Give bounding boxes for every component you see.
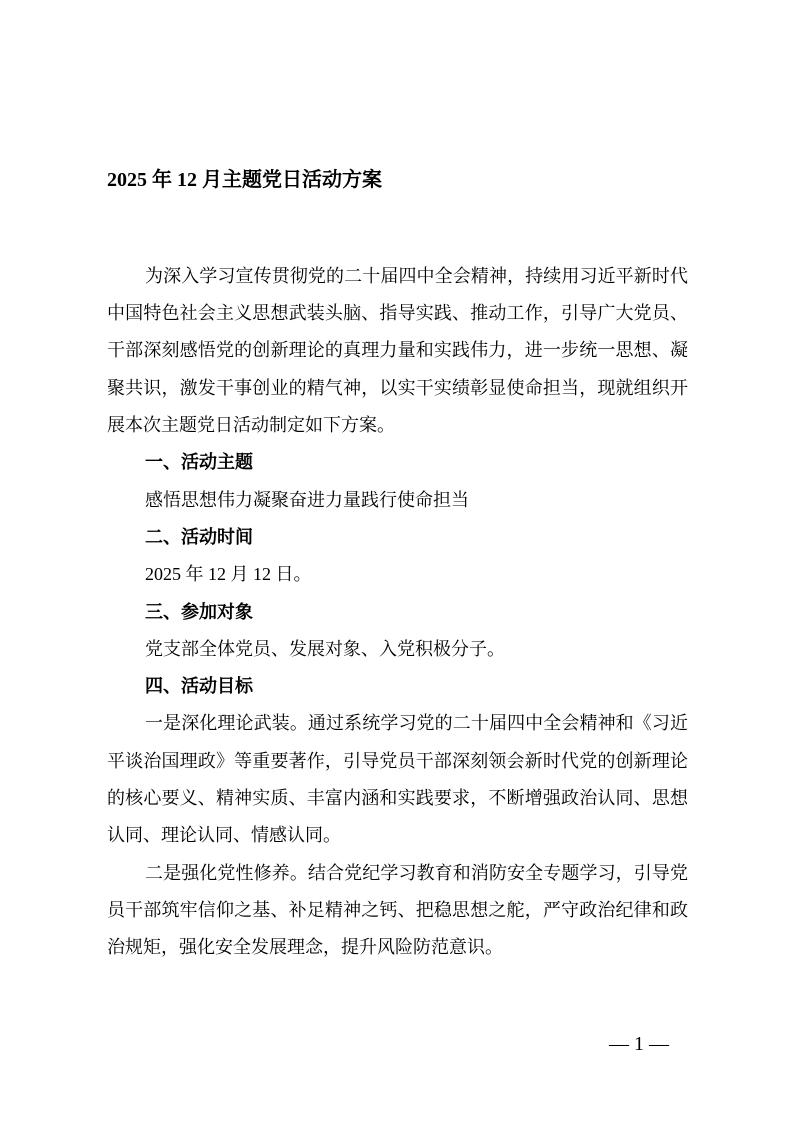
page-number: — 1 — <box>609 1033 669 1055</box>
goals-line: 平谈治国理政》等重要著作，引导党员干部深刻领会新时代党的创新理论 <box>107 750 688 771</box>
intro-line: 中国特色社会主义思想武装头脑、指导实践、推动工作，引导广大党员、 <box>107 303 688 324</box>
goals-line: 员干部筑牢信仰之基、补足精神之钙、把稳思想之舵，严守政治纪律和政 <box>107 899 688 920</box>
section-heading-participants: 三、参加对象 <box>145 601 253 623</box>
goals-line: 治规矩，强化安全发展理念，提升风险防范意识。 <box>107 937 503 958</box>
intro-line: 干部深刻感悟党的创新理论的真理力量和实践伟力，进一步统一思想、凝 <box>107 340 688 361</box>
goals-line: 二是强化党性修养。结合党纪学习教育和消防安全专题学习，引导党 <box>145 862 688 883</box>
goals-line: 的核心要义、精神实质、丰富内涵和实践要求，不断增强政治认同、思想 <box>107 788 688 808</box>
section-content-theme: 感悟思想伟力凝聚奋进力量践行使命担当 <box>145 489 469 510</box>
section-content-participants: 党支部全体党员、发展对象、入党积极分子。 <box>145 638 505 659</box>
intro-line: 展本次主题党日活动制定如下方案。 <box>107 415 395 436</box>
intro-paragraph <box>107 258 688 444</box>
section-heading-goals: 四、活动目标 <box>145 676 253 698</box>
section-heading-theme: 一、活动主题 <box>145 452 253 474</box>
section-heading-time: 二、活动时间 <box>145 526 253 548</box>
section-content-time: 2025 年 12 月 12 日。 <box>145 564 312 585</box>
goals-paragraph-party-spirit <box>107 855 688 967</box>
intro-line: 为深入学习宣传贯彻党的二十届四中全会精神，持续用习近平新时代 <box>145 265 688 286</box>
document-body <box>107 258 688 967</box>
goals-paragraph-theory <box>107 705 688 854</box>
goals-line: 一是深化理论武装。通过系统学习党的二十届四中全会精神和《习近 <box>145 713 688 734</box>
document-title: 2025 年 12 月主题党日活动方案 <box>107 169 382 191</box>
goals-line: 认同、理论认同、情感认同。 <box>107 825 341 846</box>
intro-line: 聚共识，激发干事创业的精气神，以实干实绩彰显使命担当，现就组织开 <box>107 377 688 398</box>
